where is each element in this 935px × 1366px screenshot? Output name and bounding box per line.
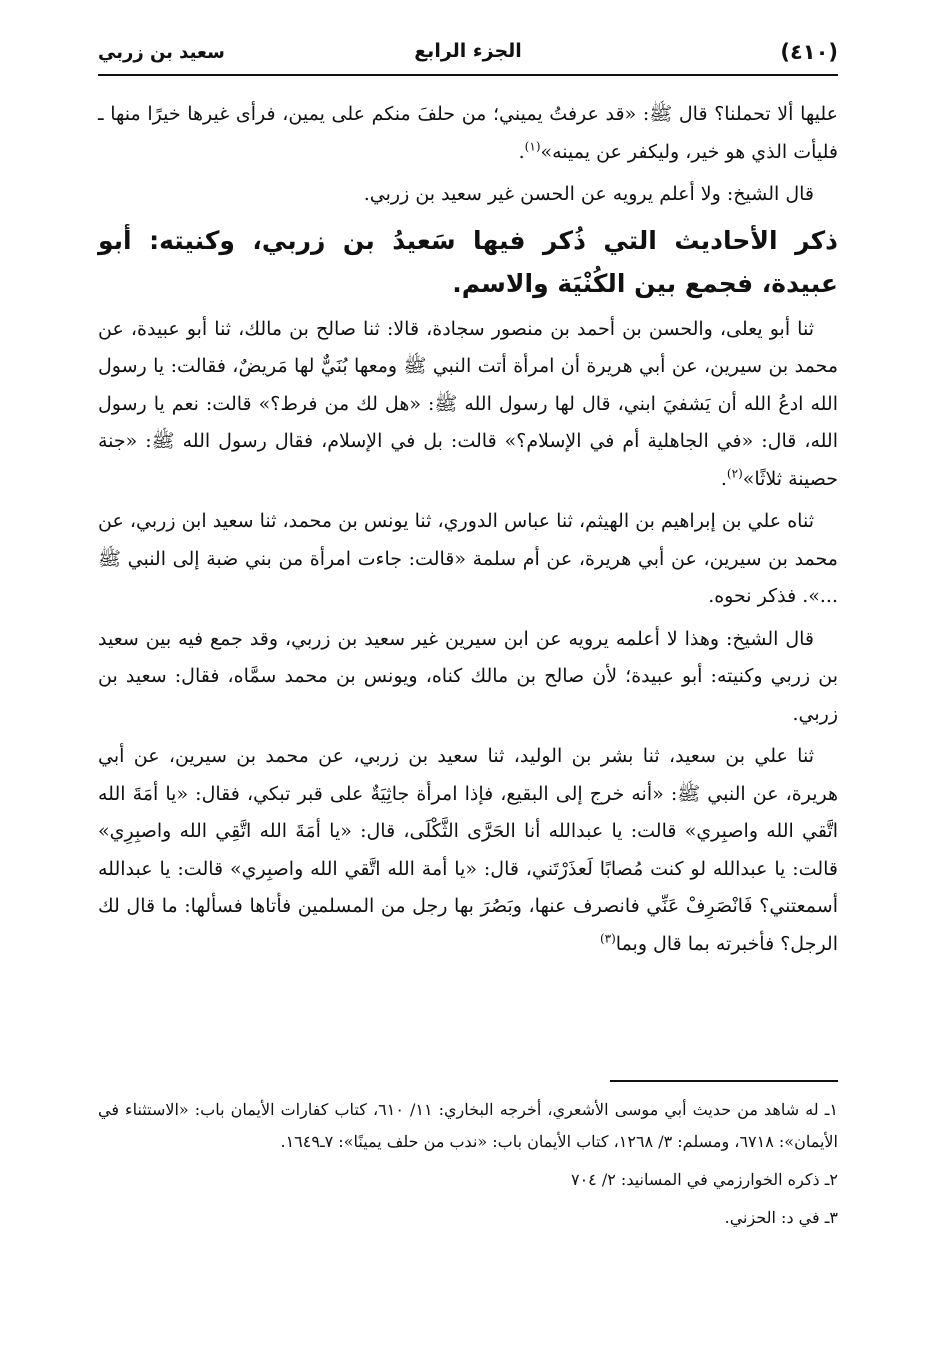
paragraph: ثناه علي بن إبراهيم بن الهيثم، ثنا عباس الدوري، ثنا يونس بن محمد، ثنا سعيد ابن زربي، عن محمد بن سيرين، عن أبي هريرة، عن أم سلمة «قالت: جاءت امرأة من بني ضبة إلى النبي ﷺ ...». فذكر نحوه.: [98, 510, 838, 607]
footnote-divider: [610, 1080, 838, 1082]
footnote-marker: (٣): [599, 931, 616, 946]
footnotes: [98, 1094, 838, 1240]
running-header: [98, 34, 838, 76]
paragraph: عليها ألا تحملنا؟ قال ﷺ: «قد عرفتُ يميني؛ من حلفَ منكم على يمين، فرأى غيرها خيرًا منها ـ فليأت الذي هو خير، وليكفر عن يمينه»$^{(١)}$.: [98, 103, 838, 163]
chapter-subject: سعيد بن زربي: [98, 42, 225, 63]
footnote-marker: (١): [524, 139, 541, 154]
paragraph: [98, 738, 838, 963]
paragraph-text: ثنا علي بن سعيد، ثنا بشر بن الوليد، ثنا سعيد بن زربي، عن محمد بن سيرين، عن أبي هريرة، عن النبي ﷺ: «أنه خرج إلى البقيع، فإذا امرأة جاثِيَةٌ على قبر تبكي، فقال: «يا أمَةَ الله اتَّقي الله واصبِري» قالت: يا عبدالله أنا الحَرَّى الثَّكْلَى، قال: «يا أمَةَ الله اتَّقِي الله واصبِرِي» قالت: يا عبدالله لو كنت مُصابًا لَعذَرْتَني، قال: «يا أمة الله اتَّقي الله واصبِري» قالت: يا عبدالله أسمعتني؟ فَانْصَرِفْ عَنِّي فانصرف عنها، وبَصُرَ بها رجل من المسلمين فأتاها فسألها: ما قال لك الرجل؟ فأخبرته بما قال وبما: [98, 745, 838, 955]
footnote-2: ٢ـ ذكره الخوارزمي في المسانيد: ٢/ ٧٠٤: [570, 1170, 838, 1189]
sheikh-comment: قال الشيخ: وهذا لا أعلمه يرويه عن ابن سيرين غير سعيد بن زربي، وقد جمع فيه بين سعيد بن زربي وكنيته: أبو عبيدة؛ لأن صالح بن مالك كناه، ويونس بن محمد سمَّاه، فقال: سعيد بن زربي.: [98, 627, 838, 725]
footnote-marker: (٢): [726, 466, 743, 481]
section-heading: ذكر الأحاديث التي ذُكر فيها سَعيدُ بن زربي، وكنيته: أبو عبيدة، فجمع بين الكُنْيَة والاسم.: [98, 225, 838, 298]
sheikh-comment: قال الشيخ: ولا أعلم يرويه عن الحسن غير سعيد بن زربي.: [363, 183, 814, 205]
footnote-3: ٣ـ في د: الحزني.: [724, 1208, 838, 1227]
paragraph-text: ثنا أبو يعلى، والحسن بن أحمد بن منصور سجادة، قالا: ثنا صالح بن مالك، ثنا أبو عبيدة، عن محمد بن سيرين، عن أبي هريرة أن امرأة أتت النبي ﷺ ومعها بُنَيٌّ لها مَريضٌ، فقالت: يا رسول الله ادعُ الله أن يَشفيَ ابني، قال لها رسول الله ﷺ: «هل لك من فرط؟» قالت: نعم يا رسول الله، قال: «في الجاهلية أم في الإسلام؟» قالت: بل في الإسلام، فقال رسول الله ﷺ: «جنة حصينة ثلاثًا»: [98, 317, 838, 490]
footnote-1: ١ـ له شاهد من حديث أبي موسى الأشعري، أخرجه البخاري: ١١/ ٦١٠، كتاب كفارات الأيمان باب: «الاستثناء في الأيمان»: ٦٧١٨، ومسلم: ٣/ ١٢٦٨، كتاب الأيمان باب: «ندب من حلف يمينًا»: ٧ـ١٦٤٩.: [98, 1100, 838, 1151]
paragraph: ثنا أبو يعلى، والحسن بن أحمد بن منصور سجادة، قالا: ثنا صالح بن مالك، ثنا أبو عبيدة، عن محمد بن سيرين، عن أبي هريرة أن امرأة أتت النبي ﷺ ومعها بُنَيٌّ لها مَريضٌ، فقالت: يا رسول الله ادعُ الله أن يَشفيَ ابني، قال لها رسول الله ﷺ: «هل لك من فرط؟» قالت: نعم يا رسول الله، قال: «في الجاهلية أم في الإسلام؟» قالت: بل في الإسلام، فقال رسول الله ﷺ: «جنة حصينة ثلاثًا»$^{(٢)}$.: [98, 317, 838, 490]
paragraph-text: عليها ألا تحملنا؟ قال ﷺ: «قد عرفتُ يميني؛ من حلفَ منكم على يمين، فرأى غيرها خيرًا منها ـ فليأت الذي هو خير، وليكفر عن يمينه»: [98, 103, 838, 163]
main-text: [98, 96, 838, 968]
page-number: (٤١٠): [780, 40, 838, 64]
volume-title: الجزء الرابع: [414, 40, 522, 62]
